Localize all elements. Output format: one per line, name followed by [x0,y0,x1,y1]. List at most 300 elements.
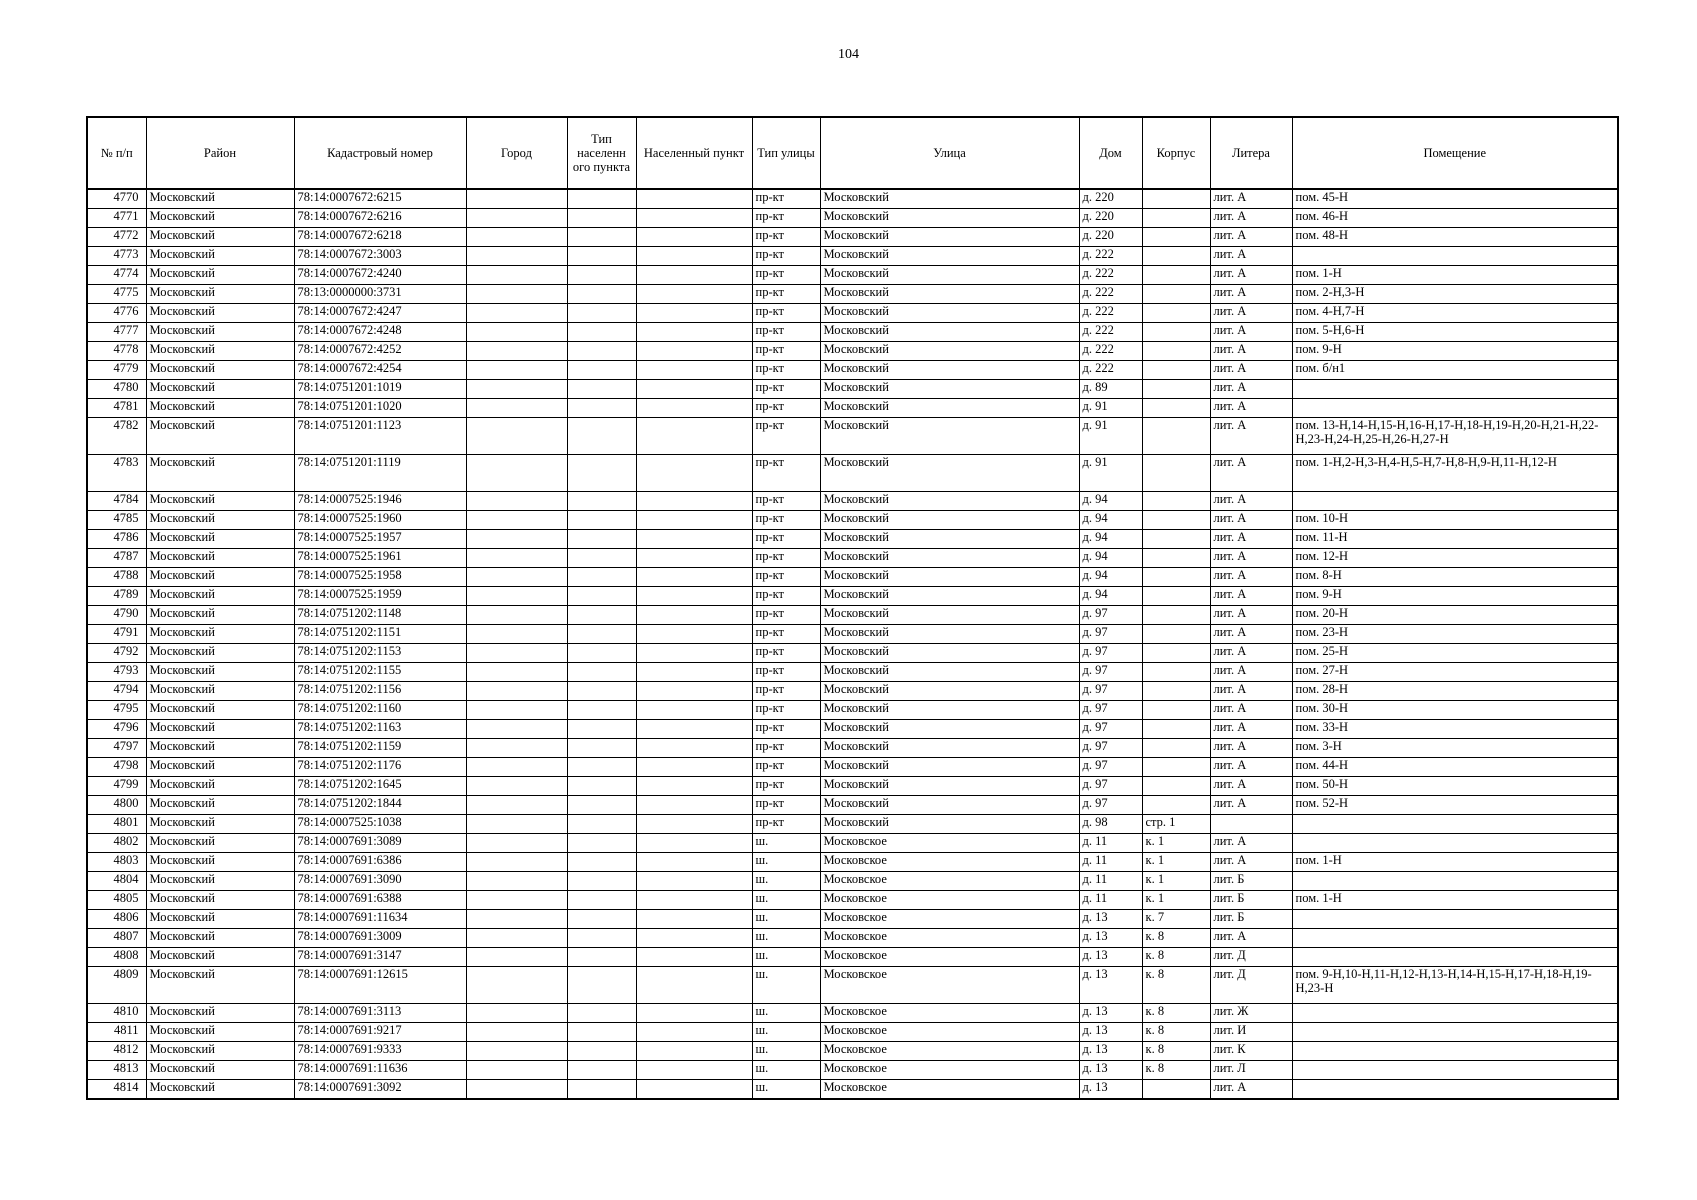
cell-street: Московский [820,606,1079,625]
cell-premises: пом. 25-Н [1292,644,1618,663]
cell-district: Московский [146,758,294,777]
cell-letter: лит. А [1210,606,1292,625]
cell-city [466,606,567,625]
cell-building: стр. 1 [1142,815,1210,834]
cell-row-number: 4810 [87,1004,146,1023]
cell-letter: лит. А [1210,625,1292,644]
table-row [87,323,1618,342]
cell-city [466,910,567,929]
cell-street: Московский [820,815,1079,834]
cell-row-number: 4780 [87,380,146,399]
cell-cadastral-number: 78:14:0007525:1957 [294,530,466,549]
cell-street: Московский [820,625,1079,644]
cell-street: Московский [820,380,1079,399]
cell-premises: пом. 30-Н [1292,701,1618,720]
cell-city [466,361,567,380]
cell-row-number: 4813 [87,1061,146,1080]
table-row [87,891,1618,910]
cell-letter: лит. А [1210,701,1292,720]
cell-house: д. 11 [1079,853,1142,872]
cell-cadastral-number: 78:14:0007672:4254 [294,361,466,380]
cell-building [1142,720,1210,739]
cell-city [466,1042,567,1061]
cell-house: д. 222 [1079,342,1142,361]
cell-city [466,644,567,663]
cell-cadastral-number: 78:14:0751202:1645 [294,777,466,796]
cell-premises: пом. 44-Н [1292,758,1618,777]
cell-street: Московский [820,492,1079,511]
cell-street-type: пр-кт [752,209,820,228]
cell-settlement [636,380,752,399]
cell-street: Московский [820,228,1079,247]
cell-city [466,720,567,739]
cell-row-number: 4804 [87,872,146,891]
cell-row-number: 4800 [87,796,146,815]
cell-premises: пом. 33-Н [1292,720,1618,739]
cell-city [466,568,567,587]
cell-district: Московский [146,967,294,1004]
table-row [87,701,1618,720]
cell-cadastral-number: 78:14:0007672:3003 [294,247,466,266]
cell-settlement-type [567,853,636,872]
cell-letter: лит. А [1210,644,1292,663]
cell-city [466,777,567,796]
cell-cadastral-number: 78:13:0000000:3731 [294,285,466,304]
cell-building [1142,739,1210,758]
cell-house: д. 91 [1079,399,1142,418]
cell-building [1142,189,1210,209]
cell-building [1142,247,1210,266]
cell-cadastral-number: 78:14:0007691:3113 [294,1004,466,1023]
table-row [87,1004,1618,1023]
cell-letter: лит. Ж [1210,1004,1292,1023]
cell-settlement [636,872,752,891]
cell-building [1142,587,1210,606]
cell-settlement [636,663,752,682]
cell-street-type: пр-кт [752,549,820,568]
column-header-street: Улица [820,117,1079,189]
cell-premises [1292,1080,1618,1100]
cell-settlement-type [567,323,636,342]
cell-city [466,285,567,304]
cell-district: Московский [146,228,294,247]
table-row [87,492,1618,511]
cell-letter: лит. А [1210,304,1292,323]
cell-cadastral-number: 78:14:0007691:9333 [294,1042,466,1061]
cell-district: Московский [146,247,294,266]
cell-settlement-type [567,1042,636,1061]
cell-building [1142,228,1210,247]
cell-row-number: 4801 [87,815,146,834]
cell-settlement-type [567,455,636,492]
cell-house: д. 94 [1079,511,1142,530]
cell-street-type: пр-кт [752,530,820,549]
cell-letter: лит. Л [1210,1061,1292,1080]
cell-cadastral-number: 78:14:0751202:1155 [294,663,466,682]
table-header-row [87,117,1618,189]
cell-street-type: пр-кт [752,189,820,209]
cell-building [1142,209,1210,228]
table-row [87,549,1618,568]
cell-row-number: 4786 [87,530,146,549]
cell-district: Московский [146,399,294,418]
cell-house: д. 222 [1079,285,1142,304]
cell-street-type: пр-кт [752,796,820,815]
cell-city [466,549,567,568]
cell-house: д. 11 [1079,891,1142,910]
cell-house: д. 91 [1079,455,1142,492]
cell-settlement-type [567,663,636,682]
cell-district: Московский [146,1042,294,1061]
cell-building [1142,511,1210,530]
cell-premises [1292,910,1618,929]
cell-city [466,1023,567,1042]
cell-street: Московский [820,304,1079,323]
cell-premises: пом. 45-Н [1292,189,1618,209]
cell-city [466,266,567,285]
cell-street-type: пр-кт [752,266,820,285]
cell-street: Московское [820,910,1079,929]
cell-settlement-type [567,587,636,606]
cell-district: Московский [146,511,294,530]
cell-row-number: 4773 [87,247,146,266]
cell-street: Московский [820,266,1079,285]
column-header-settlement-type: Тип населенн ого пункта [567,117,636,189]
cell-city [466,834,567,853]
table-row [87,872,1618,891]
cell-premises [1292,247,1618,266]
cell-district: Московский [146,209,294,228]
cell-premises: пом. б/н1 [1292,361,1618,380]
cell-cadastral-number: 78:14:0751202:1163 [294,720,466,739]
cell-premises [1292,380,1618,399]
cell-house: д. 97 [1079,644,1142,663]
cell-house: д. 97 [1079,777,1142,796]
cell-row-number: 4806 [87,910,146,929]
cell-house: д. 97 [1079,606,1142,625]
cell-settlement-type [567,568,636,587]
cell-street-type: пр-кт [752,663,820,682]
cell-settlement [636,815,752,834]
cell-premises [1292,948,1618,967]
table-row [87,418,1618,455]
cell-row-number: 4779 [87,361,146,380]
cell-letter: лит. А [1210,342,1292,361]
cell-district: Московский [146,606,294,625]
cell-street: Московский [820,777,1079,796]
cell-building [1142,549,1210,568]
cell-street-type: пр-кт [752,758,820,777]
cell-city [466,758,567,777]
cell-street: Московский [820,644,1079,663]
cell-building: к. 8 [1142,929,1210,948]
cell-house: д. 13 [1079,1023,1142,1042]
cell-cadastral-number: 78:14:0751202:1156 [294,682,466,701]
cell-settlement-type [567,189,636,209]
cell-row-number: 4794 [87,682,146,701]
cell-premises: пом. 1-Н,2-Н,3-Н,4-Н,5-Н,7-Н,8-Н,9-Н,11-Н,12-Н [1292,455,1618,492]
cell-street-type: пр-кт [752,399,820,418]
cell-settlement [636,1004,752,1023]
cell-settlement [636,342,752,361]
cell-city [466,380,567,399]
cell-building: к. 1 [1142,834,1210,853]
cell-street-type: пр-кт [752,342,820,361]
cell-street: Московский [820,758,1079,777]
cell-district: Московский [146,853,294,872]
table-row [87,1023,1618,1042]
cell-row-number: 4784 [87,492,146,511]
cell-cadastral-number: 78:14:0007672:6218 [294,228,466,247]
cell-street-type: пр-кт [752,418,820,455]
cell-street: Московское [820,1080,1079,1100]
cell-district: Московский [146,568,294,587]
cell-row-number: 4781 [87,399,146,418]
cell-street: Московский [820,549,1079,568]
cell-settlement-type [567,948,636,967]
cell-building: к. 8 [1142,967,1210,1004]
cell-street: Московский [820,247,1079,266]
cell-building: к. 1 [1142,853,1210,872]
cell-row-number: 4798 [87,758,146,777]
table-body [87,189,1618,1099]
cell-premises [1292,929,1618,948]
table-row [87,796,1618,815]
cell-street-type: ш. [752,1042,820,1061]
cell-premises: пом. 48-Н [1292,228,1618,247]
cell-district: Московский [146,625,294,644]
cell-city [466,701,567,720]
cell-street-type: пр-кт [752,815,820,834]
cell-street-type: ш. [752,948,820,967]
cell-street-type: пр-кт [752,323,820,342]
cell-settlement [636,530,752,549]
cell-settlement [636,739,752,758]
cell-cadastral-number: 78:14:0007525:1961 [294,549,466,568]
cell-cadastral-number: 78:14:0007691:6388 [294,891,466,910]
cell-premises [1292,1023,1618,1042]
cell-row-number: 4795 [87,701,146,720]
cell-settlement [636,929,752,948]
table-row [87,189,1618,209]
property-registry-table [86,116,1619,1100]
cell-house: д. 94 [1079,492,1142,511]
table-row [87,644,1618,663]
cell-district: Московский [146,663,294,682]
cell-street: Московский [820,568,1079,587]
cell-letter: лит. А [1210,380,1292,399]
cell-cadastral-number: 78:14:0751202:1176 [294,758,466,777]
table-row [87,266,1618,285]
cell-settlement-type [567,247,636,266]
cell-city [466,1061,567,1080]
cell-letter: лит. И [1210,1023,1292,1042]
cell-settlement-type [567,1023,636,1042]
cell-street-type: ш. [752,872,820,891]
cell-cadastral-number: 78:14:0007691:3092 [294,1080,466,1100]
cell-cadastral-number: 78:14:0007691:3090 [294,872,466,891]
cell-premises: пом. 1-Н [1292,266,1618,285]
cell-settlement-type [567,492,636,511]
cell-street-type: ш. [752,1061,820,1080]
cell-settlement-type [567,891,636,910]
cell-settlement [636,568,752,587]
cell-row-number: 4792 [87,644,146,663]
cell-building: к. 1 [1142,872,1210,891]
cell-city [466,247,567,266]
cell-building [1142,625,1210,644]
cell-house: д. 220 [1079,209,1142,228]
cell-district: Московский [146,796,294,815]
cell-house: д. 13 [1079,910,1142,929]
cell-building [1142,455,1210,492]
cell-settlement [636,796,752,815]
cell-cadastral-number: 78:14:0751202:1148 [294,606,466,625]
cell-building: к. 8 [1142,1042,1210,1061]
cell-house: д. 94 [1079,549,1142,568]
cell-settlement [636,323,752,342]
cell-letter: лит. А [1210,758,1292,777]
table-row [87,1080,1618,1100]
cell-house: д. 94 [1079,568,1142,587]
cell-settlement-type [567,399,636,418]
cell-district: Московский [146,929,294,948]
cell-settlement-type [567,929,636,948]
cell-building [1142,701,1210,720]
table-row [87,720,1618,739]
cell-city [466,815,567,834]
cell-letter: лит. А [1210,739,1292,758]
cell-cadastral-number: 78:14:0007525:1959 [294,587,466,606]
column-header-house: Дом [1079,117,1142,189]
cell-premises [1292,1004,1618,1023]
cell-settlement [636,967,752,1004]
cell-street: Московское [820,891,1079,910]
table-row [87,380,1618,399]
cell-street-type: ш. [752,910,820,929]
cell-district: Московский [146,644,294,663]
cell-premises: пом. 13-Н,14-Н,15-Н,16-Н,17-Н,18-Н,19-Н,20-Н,21-Н,22-Н,23-Н,24-Н,25-Н,26-Н,27-Н [1292,418,1618,455]
cell-row-number: 4788 [87,568,146,587]
cell-settlement-type [567,1061,636,1080]
cell-house: д. 97 [1079,682,1142,701]
cell-row-number: 4791 [87,625,146,644]
cell-street-type: ш. [752,891,820,910]
table-row [87,967,1618,1004]
cell-settlement-type [567,606,636,625]
cell-settlement [636,285,752,304]
cell-street: Московское [820,1061,1079,1080]
cell-letter: лит. К [1210,1042,1292,1061]
cell-settlement [636,455,752,492]
cell-cadastral-number: 78:14:0007672:4248 [294,323,466,342]
cell-house: д. 220 [1079,189,1142,209]
cell-settlement [636,304,752,323]
cell-letter: лит. А [1210,587,1292,606]
cell-house: д. 97 [1079,796,1142,815]
cell-cadastral-number: 78:14:0007691:3089 [294,834,466,853]
column-header-letter: Литера [1210,117,1292,189]
cell-house: д. 89 [1079,380,1142,399]
cell-cadastral-number: 78:14:0007525:1958 [294,568,466,587]
cell-district: Московский [146,189,294,209]
cell-street: Московское [820,948,1079,967]
cell-premises: пом. 4-Н,7-Н [1292,304,1618,323]
cell-letter: лит. А [1210,285,1292,304]
table-row [87,587,1618,606]
cell-street-type: пр-кт [752,777,820,796]
cell-house: д. 222 [1079,266,1142,285]
cell-cadastral-number: 78:14:0007691:3009 [294,929,466,948]
table-row [87,625,1618,644]
cell-premises: пом. 3-Н [1292,739,1618,758]
cell-cadastral-number: 78:14:0751201:1020 [294,399,466,418]
cell-house: д. 91 [1079,418,1142,455]
cell-settlement-type [567,739,636,758]
cell-cadastral-number: 78:14:0751202:1844 [294,796,466,815]
cell-house: д. 94 [1079,530,1142,549]
cell-street: Московский [820,418,1079,455]
table-row [87,758,1618,777]
cell-row-number: 4793 [87,663,146,682]
cell-house: д. 97 [1079,758,1142,777]
cell-building [1142,644,1210,663]
cell-settlement-type [567,304,636,323]
cell-premises: пом. 1-Н [1292,891,1618,910]
cell-row-number: 4772 [87,228,146,247]
cell-building [1142,530,1210,549]
cell-house: д. 11 [1079,834,1142,853]
cell-row-number: 4807 [87,929,146,948]
cell-building [1142,304,1210,323]
cell-street-type: пр-кт [752,739,820,758]
cell-settlement-type [567,530,636,549]
cell-settlement-type [567,380,636,399]
cell-letter: лит. А [1210,455,1292,492]
cell-settlement [636,418,752,455]
cell-city [466,872,567,891]
cell-city [466,228,567,247]
cell-city [466,492,567,511]
cell-premises: пом. 9-Н [1292,587,1618,606]
cell-row-number: 4809 [87,967,146,1004]
table-row [87,568,1618,587]
cell-building [1142,682,1210,701]
cell-city [466,625,567,644]
cell-cadastral-number: 78:14:0751201:1019 [294,380,466,399]
cell-premises: пом. 11-Н [1292,530,1618,549]
cell-district: Московский [146,285,294,304]
cell-district: Московский [146,739,294,758]
cell-street: Московский [820,455,1079,492]
column-header-street-type: Тип улицы [752,117,820,189]
cell-city [466,948,567,967]
cell-settlement [636,910,752,929]
cell-row-number: 4797 [87,739,146,758]
cell-city [466,967,567,1004]
cell-cadastral-number: 78:14:0751201:1123 [294,418,466,455]
cell-settlement-type [567,1080,636,1100]
cell-building [1142,361,1210,380]
cell-row-number: 4776 [87,304,146,323]
cell-building: к. 8 [1142,948,1210,967]
cell-letter: лит. А [1210,929,1292,948]
cell-street: Московский [820,399,1079,418]
cell-settlement [636,492,752,511]
column-header-settlement: Населенный пункт [636,117,752,189]
table-row [87,834,1618,853]
cell-city [466,511,567,530]
